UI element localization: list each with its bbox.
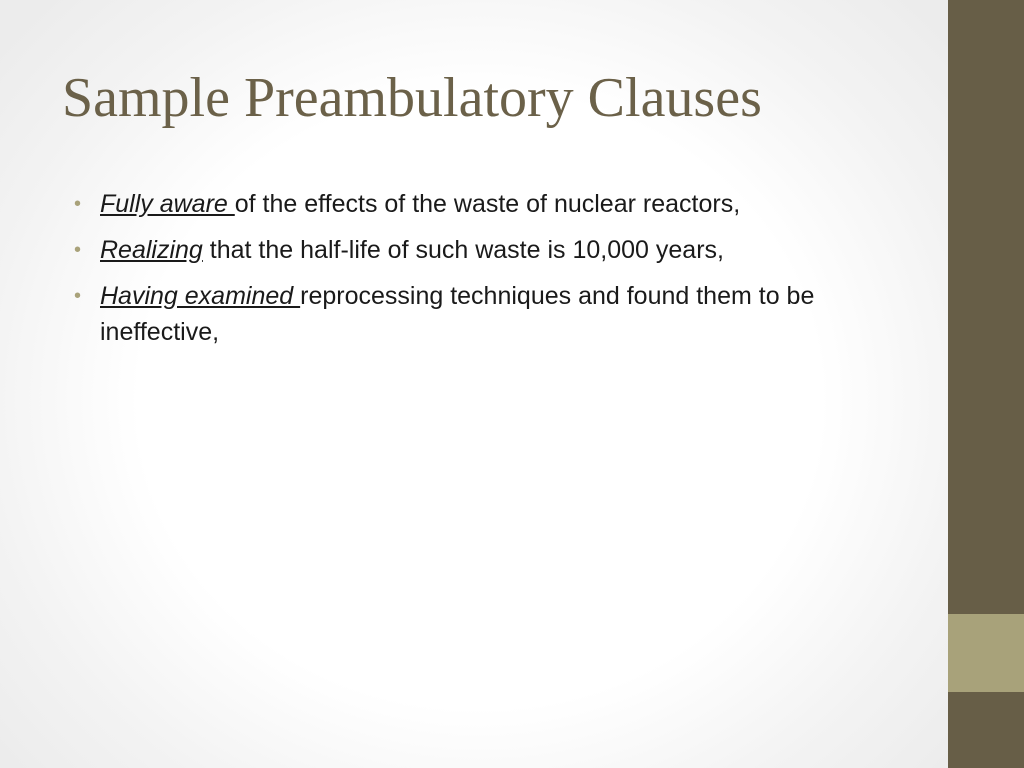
bullet-item: [74, 186, 894, 222]
decorative-side-band: [948, 0, 1024, 768]
bullet-item: [74, 232, 894, 268]
clause-text: that the half-life of such waste is 10,000 years,: [202, 236, 724, 264]
clause-phrase: Having examined: [100, 282, 301, 310]
clause-phrase: Fully aware: [100, 190, 235, 218]
clause-phrase: Realizing: [100, 236, 203, 264]
bullet-item: [74, 278, 894, 350]
bullet-dot-icon: •: [74, 239, 82, 261]
band-segment-top: [948, 0, 1024, 614]
slide-title: Sample Preambulatory Clauses: [62, 67, 762, 129]
clause-text: reprocessing techniques and found them to be ineffective,: [100, 282, 815, 346]
bullet-dot-icon: •: [74, 193, 82, 215]
band-segment-accent: [948, 614, 1024, 692]
bullet-dot-icon: •: [74, 285, 82, 307]
bullet-list: [74, 186, 894, 360]
clause-text: of the effects of the waste of nuclear reactors,: [234, 190, 741, 218]
band-segment-bottom: [948, 692, 1024, 768]
